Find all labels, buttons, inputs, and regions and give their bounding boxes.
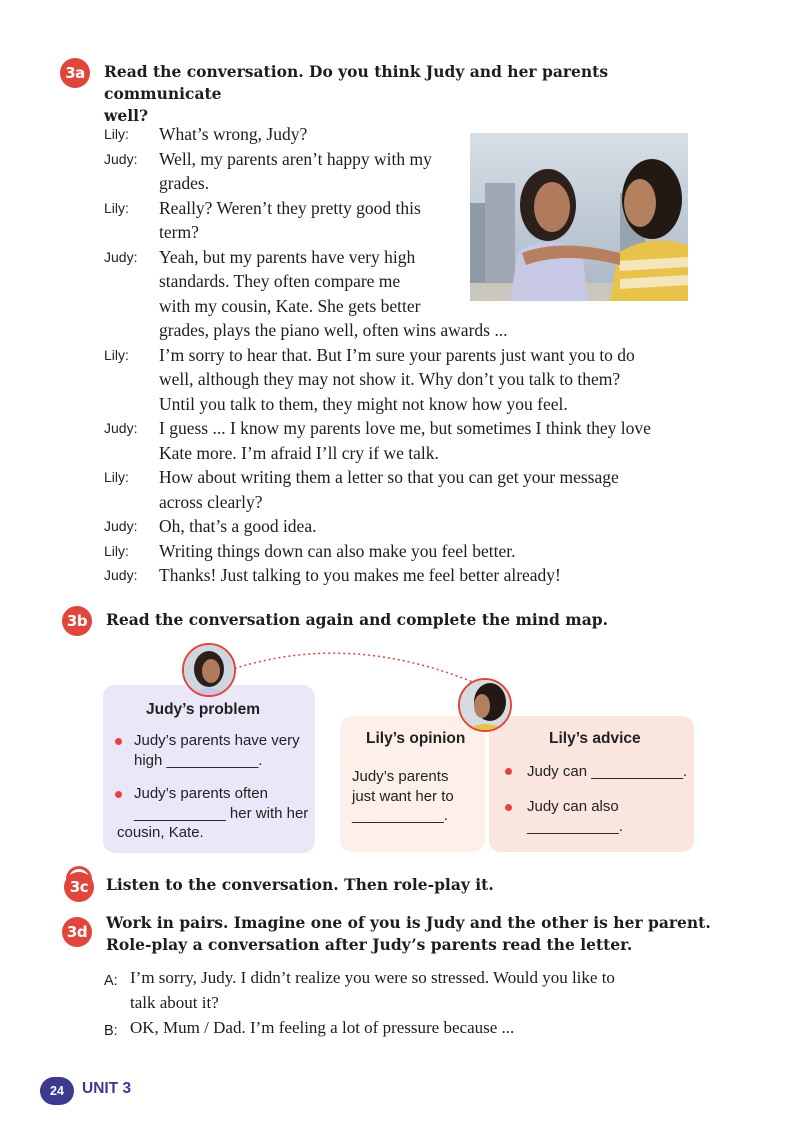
instruction-line: Role-play a conversation after Judy’s parents read the letter. [106,935,633,954]
headphones-icon [66,866,92,880]
text-line: Oh, that’s a good idea. [159,516,317,536]
section-3c-badge[interactable] [64,872,94,902]
speaker-label: Judy: [104,420,138,436]
text-line: How about writing them a letter so that you can get your message [159,467,619,487]
text-line: I guess ... I know my parents love me, but sometimes I think they love [159,418,651,438]
turn-text [130,966,615,1015]
dialogue-turn [104,966,724,1016]
speaker-label: Lily: [104,126,129,142]
opinion-text [352,767,482,826]
bullet-dot [115,791,122,798]
section-3b-instruction: Read the conversation again and complete the mind map. [106,610,608,629]
speaker-label: Lily: [104,346,129,363]
problem-item [134,784,312,823]
text-line: Judy’s parents [352,768,449,785]
problem-title: Judy’s problem [146,701,260,718]
problem-item [134,731,312,770]
text-line: Writing things down can also make you feel better. [159,540,516,561]
text-line: high ___________. [134,751,263,769]
text-line: Yeah, but my parents have very high [159,246,416,267]
text-line: Judy can also [527,798,619,815]
bullet-dot [505,804,512,811]
turn-text [159,122,307,147]
speaker-label: Judy: [104,150,138,167]
text-line: cousin, Kate. [117,824,204,841]
dialogue-turn [104,1016,724,1042]
section-3a-instruction [104,61,724,127]
speaker-label: Lily: [104,542,129,559]
turn-text [159,196,459,245]
page-number: 24 [40,1077,74,1105]
turn-text [159,514,316,539]
text-line: standards. They often compare me [159,271,401,291]
section-3c-instruction: Listen to the conversation. Then role-play it. [106,875,494,894]
turn-text [159,245,704,343]
text-line: I’m sorry, Judy. I didn’t realize you were so stressed. Would you like to [130,968,615,987]
text-line: term? [159,222,199,242]
speaker-label: Lily: [104,199,129,216]
text-line: What’s wrong, Judy? [159,124,308,144]
text-line: Judy’s parents have very [134,732,300,749]
instruction-line: Work in pairs. Imagine one of you is Judy and the other is her parent. [106,913,711,932]
lily-avatar [458,678,512,732]
section-3b-badge: 3b [62,606,92,636]
turn-text [159,147,459,196]
speaker-label: Judy: [104,248,138,265]
badge-label: 3c [69,878,89,896]
judy-avatar [182,643,236,697]
text-line: Thanks! Just talking to you makes me feel better already! [159,565,561,585]
turn-text [159,563,561,588]
text-line: Until you talk to them, they might not know how you feel. [159,393,568,414]
speaker-label: Judy: [104,567,138,583]
text-line: talk about it? [130,992,219,1012]
section-3d-badge: 3d [62,917,92,947]
speaker-label: B: [104,1023,118,1039]
unit-label: UNIT 3 [82,1080,132,1097]
speaker-label: A: [104,973,118,989]
bullet-dot [115,738,122,745]
opinion-card [340,716,485,852]
turn-text [159,416,704,465]
advice-title: Lily’s advice [549,730,641,747]
text-line: grades. [159,173,210,193]
text-line: Kate more. I’m afraid I’ll cry if we talk. [159,442,439,463]
text-line: Really? Weren’t they pretty good this [159,197,421,218]
text-line: ___________. [527,817,623,835]
text-line: OK, Mum / Dad. I’m feeling a lot of pressure because ... [130,1018,515,1037]
advice-item: Judy can ___________. [527,763,688,780]
text-line: grades, plays the piano well, often wins awards ... [159,320,508,340]
text-line: ___________ her with her [134,804,309,822]
turn-text [130,1016,514,1041]
advice-card [489,716,694,852]
text-line: across clearly? [159,491,263,512]
speaker-label: Judy: [104,518,138,534]
turn-text [159,539,516,564]
text-line: with my cousin, Kate. She gets better [159,295,421,316]
text-line: I’m sorry to hear that. But I’m sure your parents just want you to do [159,344,635,365]
bullet-dot [505,768,512,775]
text-line: ___________. [352,807,448,824]
lily-avatar-image [460,680,510,730]
speaker-label: Lily: [104,469,129,485]
section-3a-badge: 3a [60,58,90,88]
section-3d-instruction [106,912,746,956]
text-line: Judy’s parents often [134,785,268,802]
text-line: just want her to [352,787,454,805]
instruction-line: Read the conversation. Do you think Judy and her parents communicate [104,62,609,103]
advice-item [527,797,692,836]
instruction-line: well? [104,106,149,125]
text-line: well, although they may not show it. Why don’t you talk to them? [159,369,621,389]
turn-text [159,465,704,514]
turn-text [159,343,704,417]
text-line: Well, my parents aren’t happy with my [159,148,432,169]
opinion-title: Lily’s opinion [366,730,466,747]
judy-avatar-image [184,645,234,695]
problem-card [103,685,315,853]
